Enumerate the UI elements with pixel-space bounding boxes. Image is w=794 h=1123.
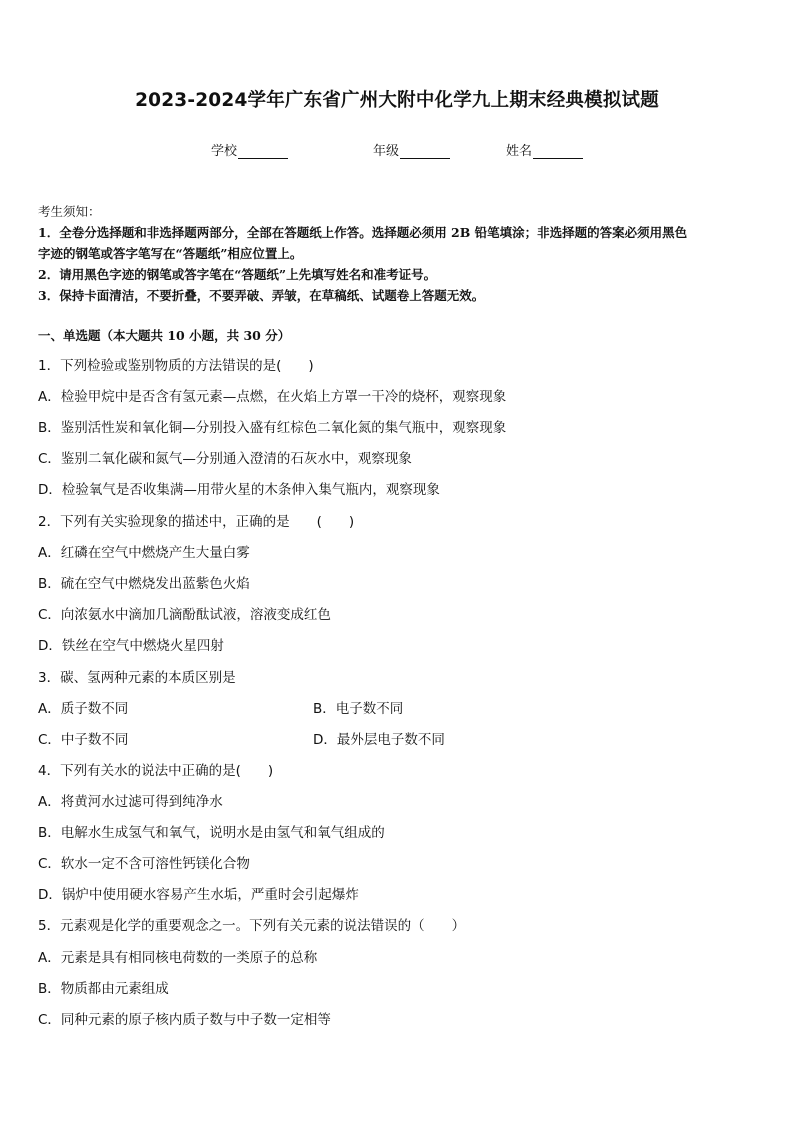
notice-item-2: 2．请用黑色字迹的钢笔或答字笔在“答题纸”上先填写姓名和准考证号。 <box>38 267 437 282</box>
grade-label: 年级 <box>373 144 400 159</box>
name-field[interactable] <box>506 140 583 159</box>
question-2-option-d[interactable]: D．铁丝在空气中燃烧火星四射 <box>38 638 224 654</box>
question-3-option-a[interactable]: A．质子数不同 <box>38 701 129 717</box>
notice-item-1-line-2: 字迹的钢笔或答字笔写在“答题纸”相应位置上。 <box>38 246 303 261</box>
section-title: 一、单选题（本大题共 10 小题，共 30 分） <box>38 328 291 343</box>
name-label: 姓名 <box>506 144 533 159</box>
question-1-stem: 1．下列检验或鉴别物质的方法错误的是( ) <box>38 358 314 374</box>
question-4-option-d[interactable]: D．锅炉中使用硬水容易产生水垢，严重时会引起爆炸 <box>38 887 359 903</box>
school-blank[interactable] <box>238 144 288 159</box>
question-4-stem: 4．下列有关水的说法中正确的是( ) <box>38 763 274 779</box>
grade-field[interactable] <box>373 140 450 159</box>
question-4-option-a[interactable]: A．将黄河水过滤可得到纯净水 <box>38 794 223 810</box>
school-label: 学校 <box>211 144 238 159</box>
question-1-option-a[interactable]: A．检验甲烷中是否含有氢元素—点燃，在火焰上方罩一干冷的烧杯，观察现象 <box>38 389 507 405</box>
question-5-option-a[interactable]: A．元素是具有相同核电荷数的一类原子的总称 <box>38 950 318 966</box>
notice-item-3: 3．保持卡面清洁，不要折叠，不要弄破、弄皱，在草稿纸、试题卷上答题无效。 <box>38 288 485 303</box>
question-4-option-b[interactable]: B．电解水生成氢气和氧气，说明水是由氢气和氧气组成的 <box>38 825 385 841</box>
question-5-stem: 5．元素观是化学的重要观念之一。下列有关元素的说法错误的（ ） <box>38 918 466 934</box>
question-2-option-a[interactable]: A．红磷在空气中燃烧产生大量白雾 <box>38 545 250 561</box>
question-2-option-b[interactable]: B．硫在空气中燃烧发出蓝紫色火焰 <box>38 576 250 592</box>
question-3-option-c[interactable]: C．中子数不同 <box>38 732 129 748</box>
question-4-option-c[interactable]: C．软水一定不含可溶性钙镁化合物 <box>38 856 250 872</box>
question-1-option-c[interactable]: C．鉴别二氧化碳和氮气—分别通入澄清的石灰水中，观察现象 <box>38 451 412 467</box>
name-blank[interactable] <box>533 144 583 159</box>
question-1-option-d[interactable]: D．检验氧气是否收集满—用带火星的木条伸入集气瓶内，观察现象 <box>38 482 440 498</box>
exam-notice <box>38 201 758 306</box>
question-3-option-b[interactable]: B．电子数不同 <box>313 701 404 717</box>
question-5-option-b[interactable]: B．物质都由元素组成 <box>38 981 169 997</box>
exam-title: 2023-2024学年广东省广州大附中化学九上期末经典模拟试题 <box>135 90 659 111</box>
notice-heading: 考生须知： <box>38 204 101 219</box>
student-info-row <box>0 140 794 160</box>
school-field[interactable] <box>211 140 288 159</box>
question-2-option-c[interactable]: C．向浓氨水中滴加几滴酚酞试液，溶液变成红色 <box>38 607 331 623</box>
question-2-stem: 2．下列有关实验现象的描述中，正确的是 ( ) <box>38 514 355 530</box>
question-1-option-b[interactable]: B．鉴别活性炭和氧化铜—分别投入盛有红棕色二氧化氮的集气瓶中，观察现象 <box>38 420 507 436</box>
question-5-option-c[interactable]: C．同种元素的原子核内质子数与中子数一定相等 <box>38 1012 331 1028</box>
grade-blank[interactable] <box>400 144 450 159</box>
notice-item-1-line-1: 1．全卷分选择题和非选择题两部分，全部在答题纸上作答。选择题必须用 2B 铅笔填涂；非选择题的答案必须用黑色 <box>38 225 688 240</box>
question-3-option-d[interactable]: D．最外层电子数不同 <box>313 732 445 748</box>
question-3-stem: 3．碳、氢两种元素的本质区别是 <box>38 670 236 686</box>
